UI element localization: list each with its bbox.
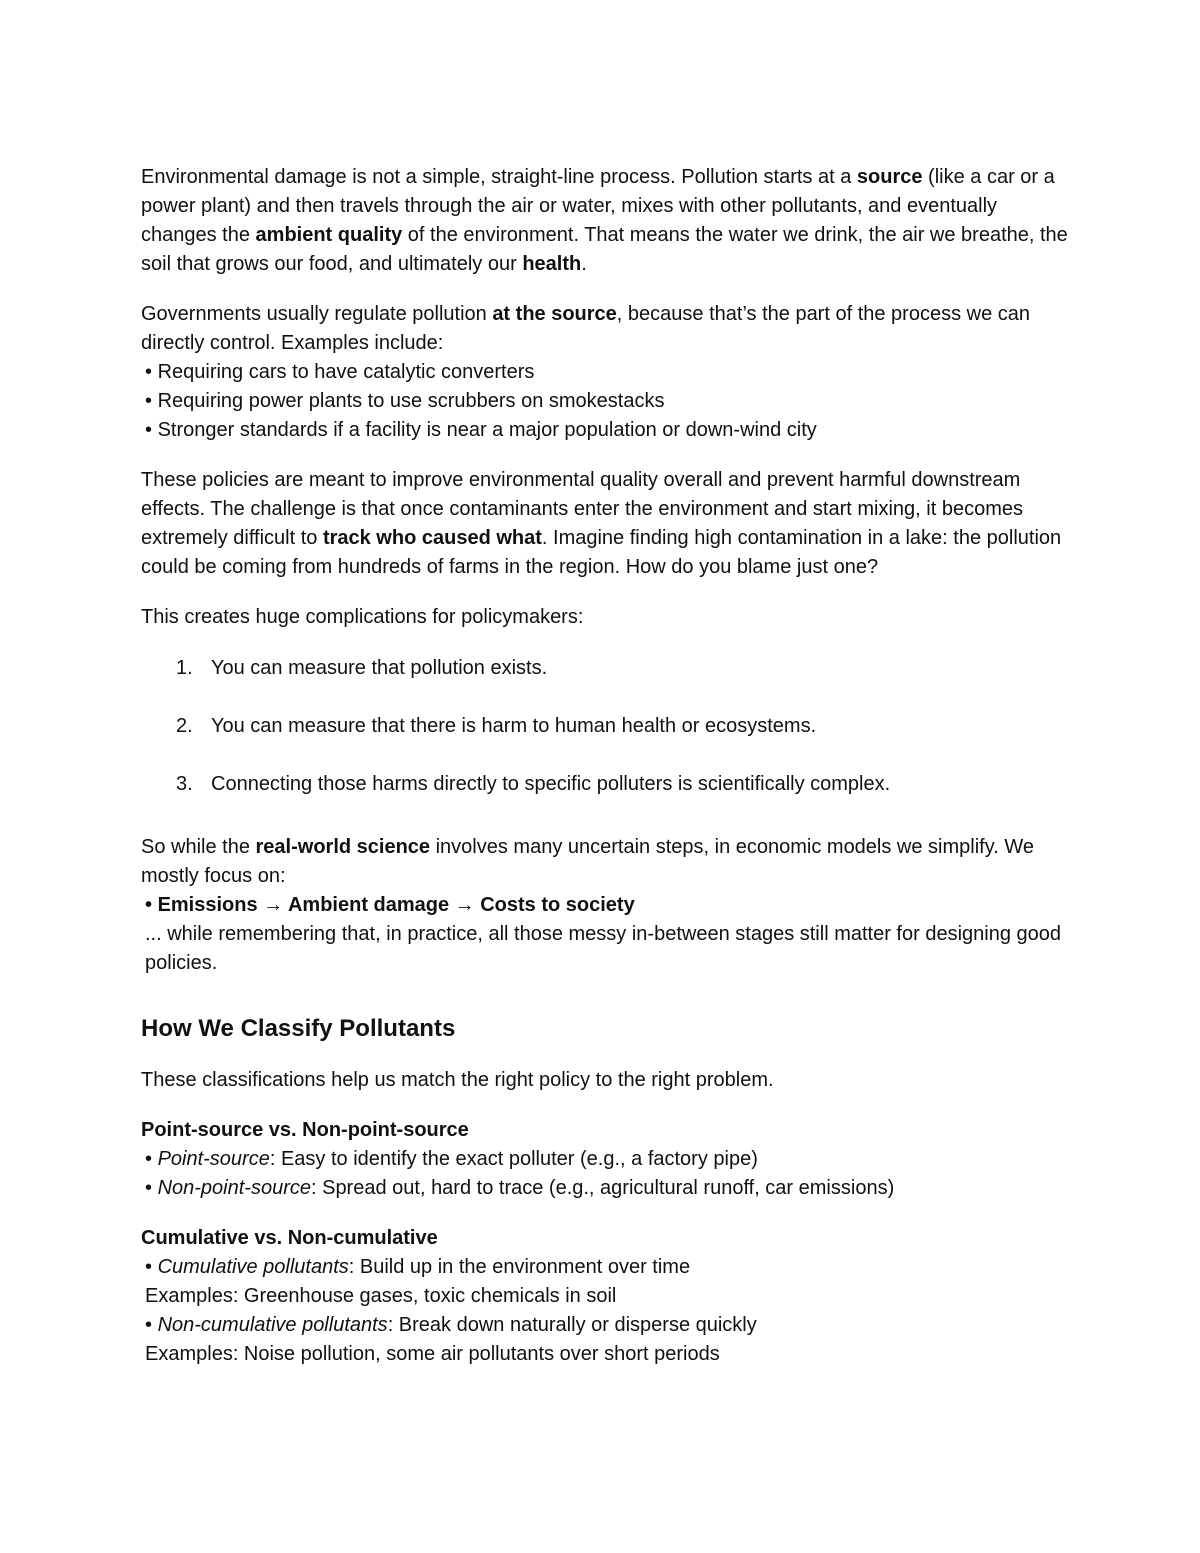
text: (like a car or a power plant) and then travels through the air or water, mixes with other pollutants, and eventually changes the	[141, 166, 1055, 246]
text: : Break down naturally or disperse quickly	[387, 1314, 757, 1336]
italic-term: Non-point-source	[157, 1177, 311, 1199]
document-body	[141, 163, 1076, 1369]
bullet-item-bold: • Emissions → Ambient damage → Costs to society	[141, 891, 1076, 920]
text: : Spread out, hard to trace (e.g., agricultural runoff, car emissions)	[310, 1177, 895, 1199]
paragraph-regulation	[141, 300, 1076, 445]
paragraph-intro	[141, 163, 1076, 279]
paragraph-policies	[141, 466, 1076, 582]
list-item-text: You can measure that pollution exists.	[211, 657, 548, 679]
classification-cumulative	[141, 1224, 1076, 1369]
classification-point-source	[141, 1116, 1076, 1203]
bold-term-ambient-quality: ambient quality	[255, 224, 403, 246]
paragraph-models	[141, 833, 1076, 978]
list-number: 2.	[176, 715, 193, 737]
bold-term-source: source	[856, 166, 923, 188]
bullet-item: • Requiring power plants to use scrubbers on smokestacks	[141, 387, 1076, 416]
bold-term-at-the-source: at the source	[492, 303, 617, 325]
bullet-item	[141, 1174, 1076, 1203]
text: ... while remembering that, in practice, all those messy in-between stages still matter for designing good policies.	[145, 923, 1061, 974]
text: Governments usually regulate pollution	[141, 303, 493, 325]
bullet-item	[141, 1253, 1076, 1282]
section-heading: How We Classify Pollutants	[141, 1015, 456, 1042]
list-item-text: Connecting those harms directly to specific polluters is scientifically complex.	[211, 773, 891, 795]
list-item	[176, 770, 1076, 799]
bullet-item: • Requiring cars to have catalytic converters	[141, 358, 1076, 387]
subheading: Cumulative vs. Non-cumulative	[141, 1227, 438, 1249]
paragraph-complications: This creates huge complications for policymakers:	[141, 606, 584, 628]
examples-text: Examples: Noise pollution, some air pollutants over short periods	[145, 1343, 720, 1365]
text: involves many uncertain steps, in economic models we simplify. We mostly focus on:	[141, 836, 1034, 887]
text: . Imagine finding high contamination in a lake: the pollution could be coming from hundreds of farms in the region. How do you blame just one?	[141, 527, 1062, 578]
bold-term-real-world-science: real-world science	[255, 836, 431, 858]
bold-term-track-who-caused-what: track who caused what	[322, 527, 542, 549]
italic-term: Non-cumulative pollutants	[157, 1314, 388, 1336]
numbered-list	[141, 654, 1076, 799]
examples-text: Examples: Greenhouse gases, toxic chemicals in soil	[145, 1285, 617, 1307]
text: These policies are meant to improve environmental quality overall and prevent harmful downstream effects. The challenge is that once contaminants enter the environment and start mixing, it becomes extremely difficult to	[141, 469, 1023, 549]
bullet-item	[141, 1145, 1076, 1174]
bold-term-health: health	[522, 253, 582, 275]
text: : Easy to identify the exact polluter (e.g., a factory pipe)	[269, 1148, 758, 1170]
list-item	[176, 654, 1076, 683]
text: : Build up in the environment over time	[348, 1256, 691, 1278]
section-intro: These classifications help us match the right policy to the right problem.	[141, 1069, 774, 1091]
subheading: Point-source vs. Non-point-source	[141, 1119, 469, 1141]
text: , because that’s the part of the process we can directly control. Examples include:	[141, 303, 1031, 354]
italic-term: Point-source	[157, 1148, 270, 1170]
list-number: 3.	[176, 773, 193, 795]
text: of the environment. That means the water we drink, the air we breathe, the soil that grows our food, and ultimately our	[141, 224, 1068, 275]
list-item-text: You can measure that there is harm to human health or ecosystems.	[211, 715, 817, 737]
text: Environmental damage is not a simple, straight-line process. Pollution starts at a	[141, 166, 857, 188]
text: So while the	[141, 836, 256, 858]
list-number: 1.	[176, 657, 193, 679]
text: .	[581, 253, 587, 275]
bullet-item: • Stronger standards if a facility is near a major population or down-wind city	[141, 416, 1076, 445]
bullet-item	[141, 1311, 1076, 1340]
italic-term: Cumulative pollutants	[157, 1256, 349, 1278]
list-item	[176, 712, 1076, 741]
